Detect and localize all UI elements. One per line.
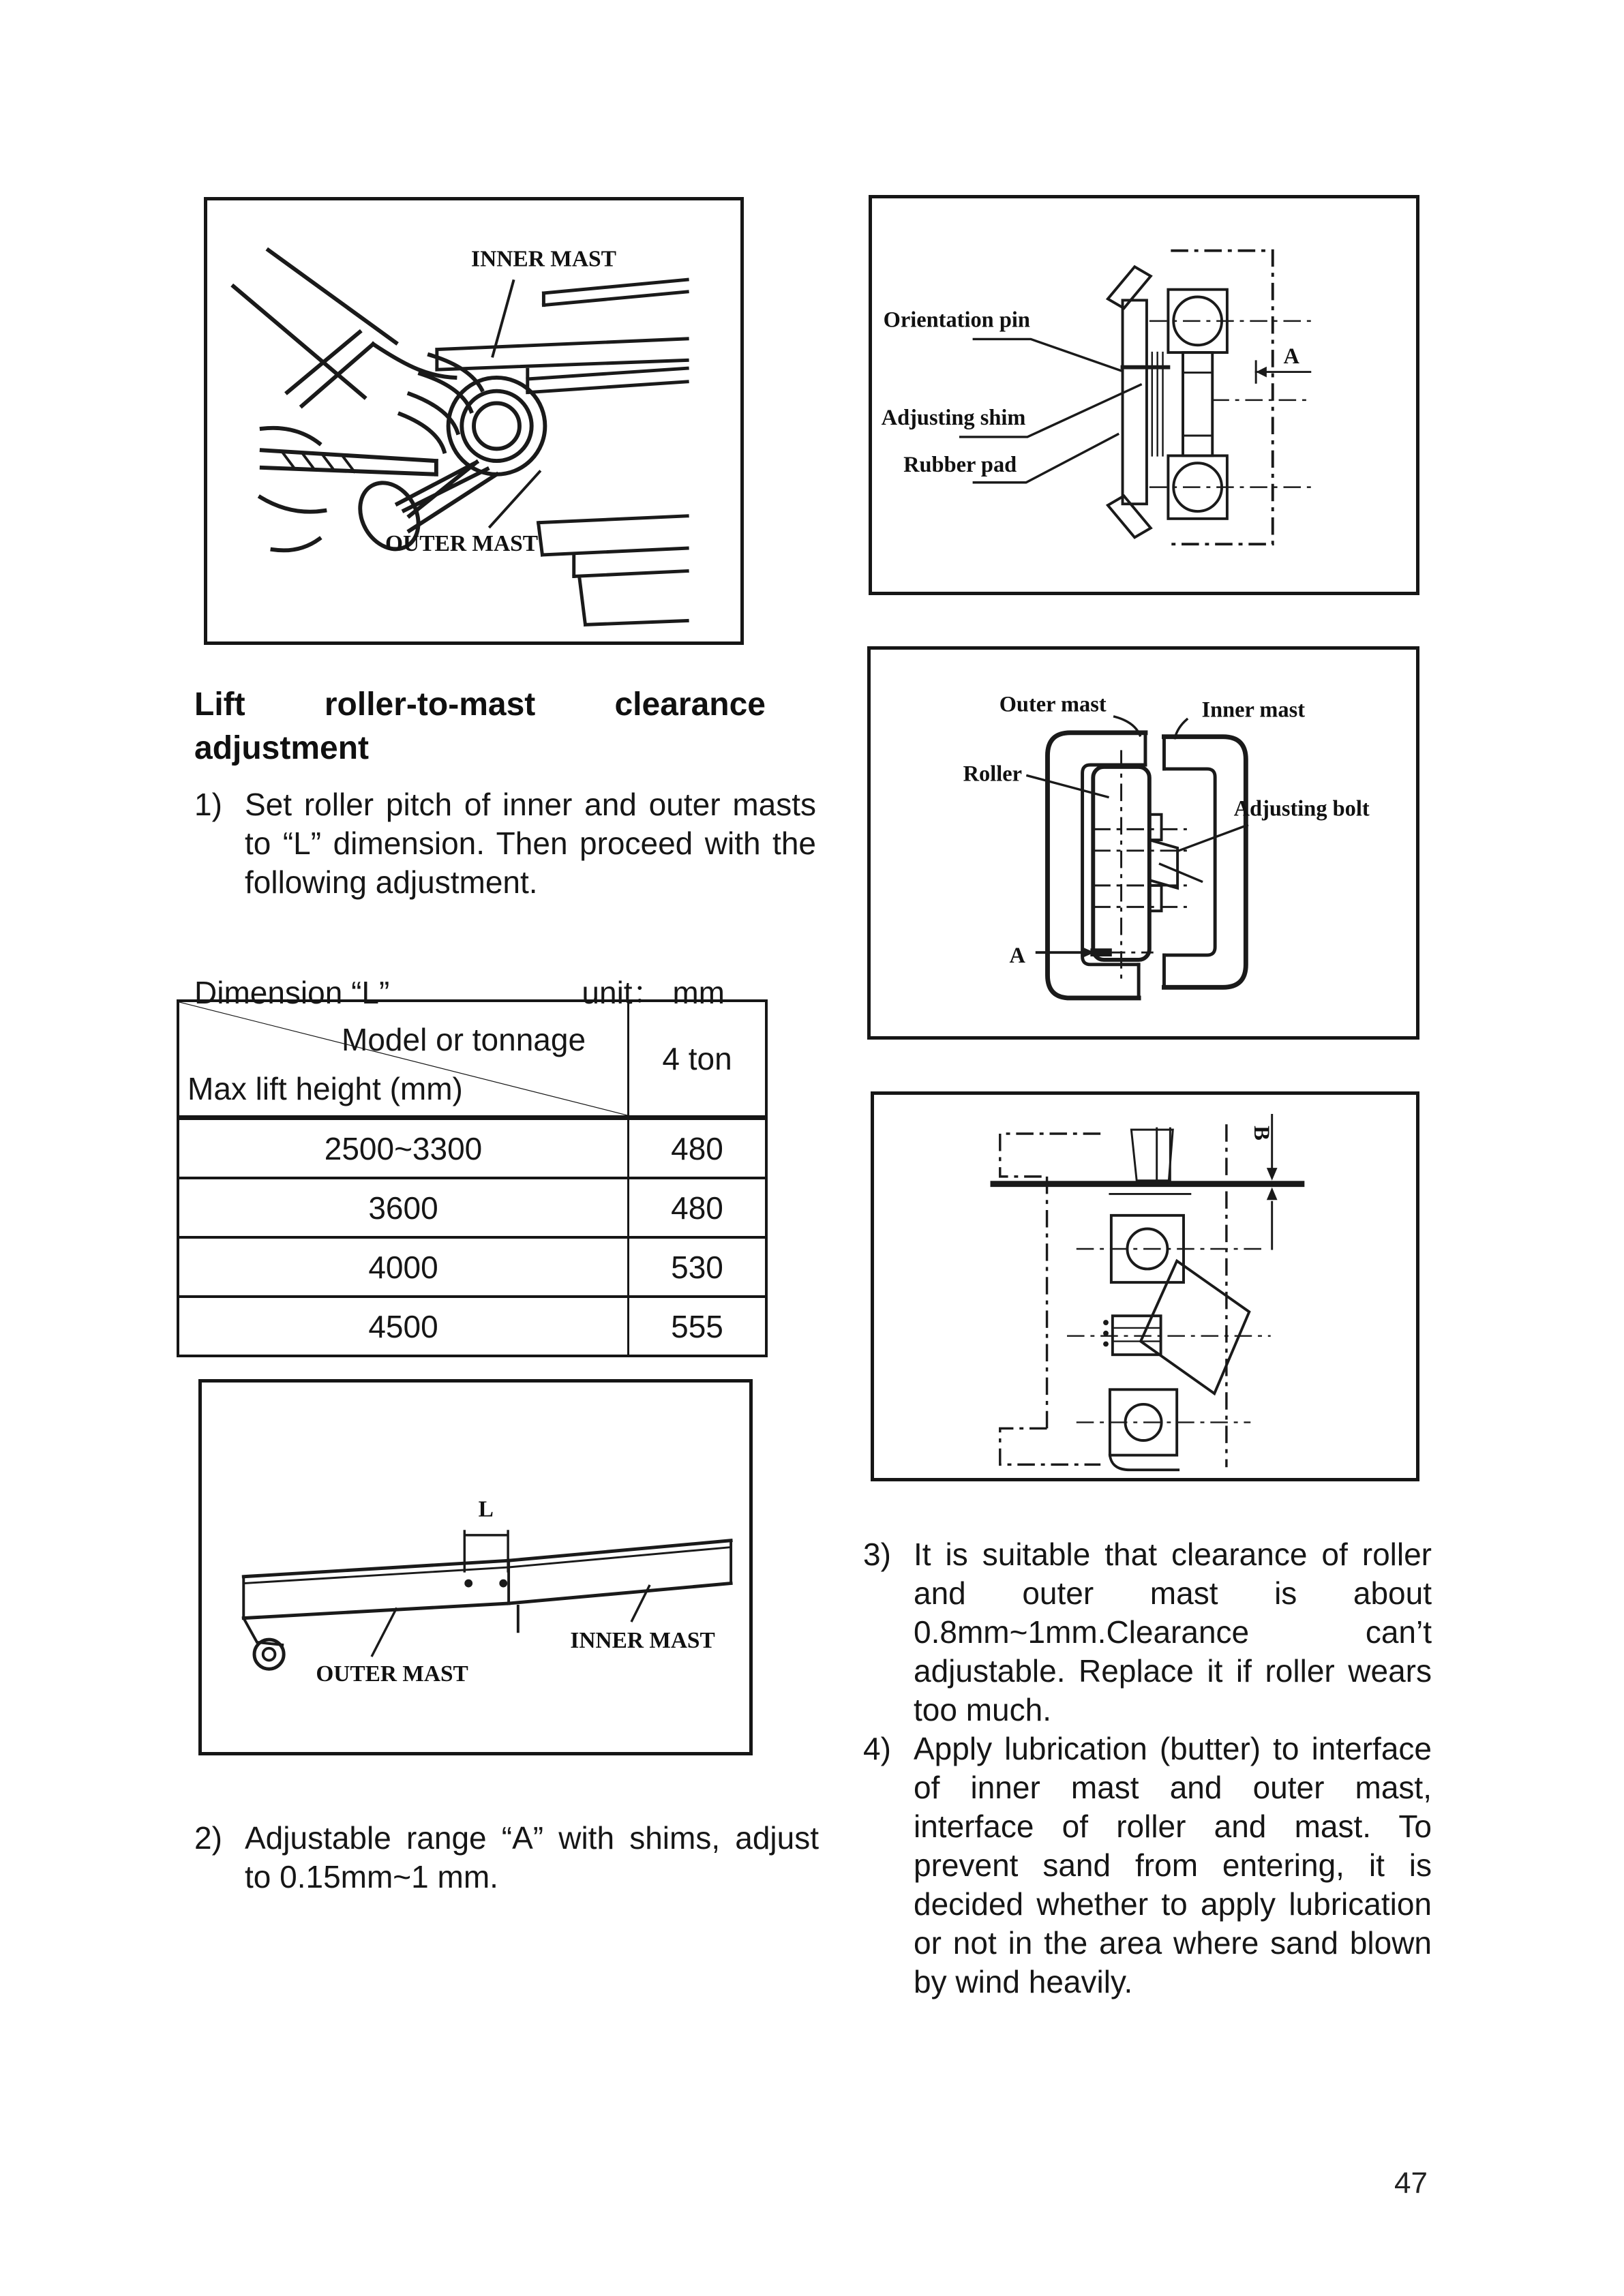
section-heading bbox=[194, 683, 766, 770]
fig1-outer-mast-label: OUTER MAST bbox=[385, 531, 539, 557]
mast-channels-drawing bbox=[871, 650, 1416, 1036]
instruction-item-4 bbox=[863, 1729, 1432, 2002]
table-row bbox=[179, 1239, 765, 1298]
fig5-inner-mast-label: INNER MAST bbox=[570, 1627, 715, 1653]
row-l-value: 480 bbox=[671, 1130, 723, 1166]
fig3-outer-mast-label: Outer mast bbox=[999, 692, 1107, 717]
shim-cross-section-drawing bbox=[872, 198, 1416, 592]
table-diagonal-header-cell bbox=[179, 1002, 629, 1115]
item-2-text: Adjustable range “A” with shims, adjust to 0.15mm~1 mm. bbox=[245, 1820, 819, 1894]
adjusting-bolt-section bbox=[1149, 840, 1177, 888]
outer-mast-leader-line bbox=[490, 472, 540, 527]
item-2-number: 2) bbox=[194, 1820, 222, 1856]
table-row bbox=[179, 1179, 765, 1239]
row-l-value: 530 bbox=[671, 1249, 723, 1285]
fig5-outer-mast-label: OUTER MAST bbox=[316, 1661, 468, 1687]
roller-installation-drawing bbox=[207, 200, 740, 641]
unit-caption: unit： mm bbox=[582, 975, 725, 1010]
fig3-roller-label: Roller bbox=[963, 761, 1023, 787]
roller-between-masts bbox=[1093, 750, 1187, 979]
item-1-text: Set roller pitch of inner and outer masts to “L” dimension. Then proceed with the following adjustment. bbox=[245, 787, 816, 900]
l-dimension-bracket bbox=[464, 1496, 508, 1587]
l-dimension-drawing bbox=[202, 1383, 749, 1752]
row-height-value: 3600 bbox=[179, 1179, 629, 1236]
fig2-rubber-pad-label: Rubber pad bbox=[903, 453, 1017, 478]
right-column-instructions bbox=[863, 1535, 1432, 2002]
row-l-value: 555 bbox=[671, 1308, 723, 1344]
row-l-value: 480 bbox=[671, 1190, 723, 1226]
roller-bearing-section bbox=[1168, 290, 1227, 519]
figure-clearance-b-section bbox=[871, 1091, 1419, 1481]
header-max-lift-height: Max lift height (mm) bbox=[187, 1071, 463, 1106]
fig2-orientation-pin-label: Orientation pin bbox=[883, 307, 1030, 333]
table-row bbox=[179, 1120, 765, 1179]
item-3-text: It is suitable that clearance of roller and outer mast is about 0.8mm~1mm.Clearance can’t adjustable. Replace it if roller wears too much. bbox=[914, 1537, 1432, 1727]
clearance-b-drawing bbox=[874, 1095, 1416, 1478]
item-1-number: 1) bbox=[194, 787, 222, 822]
instruction-item-2 bbox=[194, 1819, 819, 1897]
row-height-value: 2500~3300 bbox=[179, 1120, 629, 1177]
table-row bbox=[179, 1298, 765, 1355]
table-header-row bbox=[179, 1002, 765, 1120]
section-heading-line1: Lift roller-to-mast clearance bbox=[194, 686, 766, 723]
page-number: 47 bbox=[1394, 2166, 1428, 2200]
dimension-l-caption: Dimension “L” bbox=[194, 975, 390, 1010]
dimension-table bbox=[177, 999, 768, 1357]
header-model-or-tonnage: Model or tonnage bbox=[342, 1022, 586, 1057]
inner-mast-beam bbox=[509, 1541, 731, 1632]
section-heading-line2: adjustment bbox=[194, 730, 370, 766]
figure-shim-cross-section bbox=[869, 195, 1419, 595]
figure-roller-installation bbox=[204, 197, 744, 645]
instruction-item-3 bbox=[863, 1535, 1432, 1729]
item-4-text: Apply lubrication (butter) to interface of inner mast and outer mast, interface of roller and mast. To prevent sand from entering, it is decided whether to apply lubrication or not in the area where sand blown by wind heavily. bbox=[914, 1731, 1432, 1999]
fig3-dim-a-label: A bbox=[1009, 943, 1025, 968]
instruction-item-1 bbox=[194, 785, 816, 902]
outer-mast-dashdot-outline bbox=[1000, 1124, 1227, 1467]
fig2-dim-a-label: A bbox=[1283, 344, 1299, 369]
item-4-number: 4) bbox=[863, 1731, 891, 1766]
outer-mast-leader-line bbox=[372, 1609, 396, 1656]
fig2-adjusting-shim-label: Adjusting shim bbox=[881, 406, 1026, 431]
fig5-dim-l-label: L bbox=[478, 1496, 494, 1522]
header-4-ton: 4 ton bbox=[662, 1041, 732, 1076]
row-height-value: 4000 bbox=[179, 1239, 629, 1295]
fig1-inner-mast-label: INNER MAST bbox=[471, 246, 616, 272]
mast-web-and-flanges bbox=[1108, 267, 1151, 537]
row-height-value: 4500 bbox=[179, 1298, 629, 1355]
fig3-adjusting-bolt-label: Adjusting bolt bbox=[1233, 796, 1370, 821]
figure-l-dimension bbox=[198, 1379, 753, 1755]
fig3-inner-mast-label: Inner mast bbox=[1201, 697, 1306, 723]
figure-mast-channels bbox=[867, 646, 1419, 1040]
item-3-number: 3) bbox=[863, 1537, 891, 1572]
centerlines bbox=[1067, 1249, 1271, 1422]
dimension-a bbox=[1256, 344, 1310, 383]
fig4-dim-b-label: B bbox=[1249, 1126, 1274, 1141]
outer-mast-beam bbox=[243, 1560, 509, 1669]
